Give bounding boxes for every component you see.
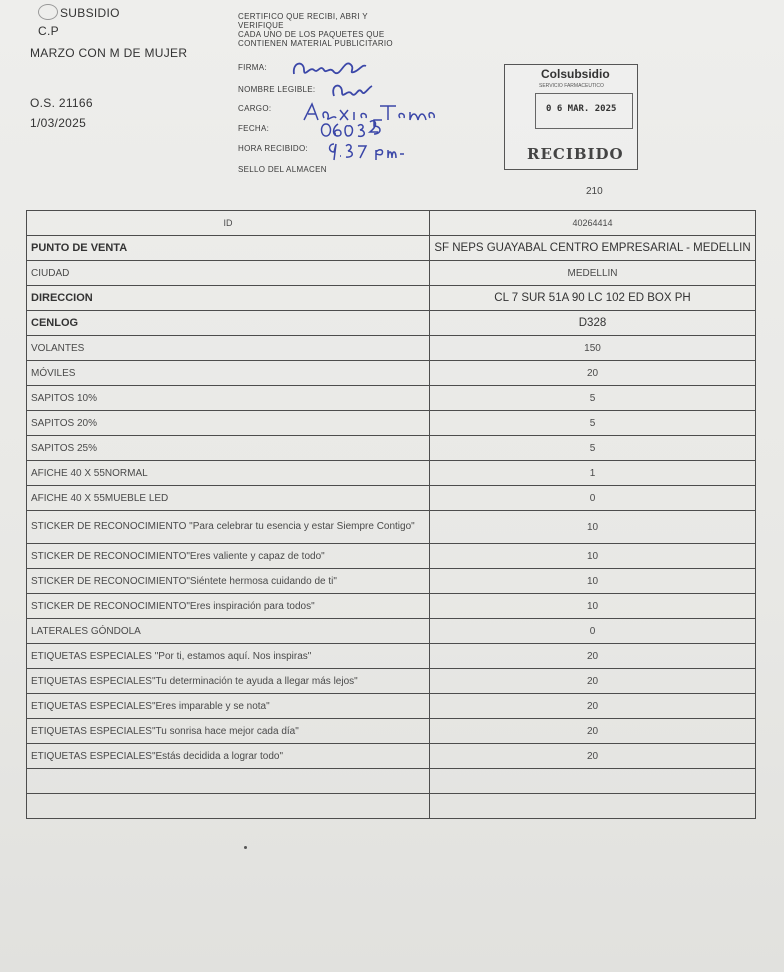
table-row <box>27 544 756 569</box>
row-label: PUNTO DE VENTA <box>27 236 430 261</box>
row-value: 20 <box>430 669 756 694</box>
row-value: 10 <box>430 511 756 544</box>
row-label: ID <box>27 211 430 236</box>
row-value: 1 <box>430 461 756 486</box>
certificate-line: CONTIENEN MATERIAL PUBLICITARIO <box>238 39 393 48</box>
cargo-label: CARGO: <box>238 104 272 113</box>
row-label: ETIQUETAS ESPECIALES"Tu determinación te ayuda a llegar más lejos" <box>27 669 430 694</box>
row-label: ETIQUETAS ESPECIALES"Estás decidida a lograr todo" <box>27 744 430 769</box>
stamp-date-box <box>535 93 633 129</box>
row-value: MEDELLIN <box>430 261 756 286</box>
stamp-subtitle: SERVICIO FARMACEUTICO <box>539 83 604 89</box>
row-label: ETIQUETAS ESPECIALES "Por ti, estamos aquí. Nos inspiras" <box>27 644 430 669</box>
received-stamp <box>504 64 638 170</box>
org-logo-icon <box>38 4 58 20</box>
row-value: 20 <box>430 694 756 719</box>
row-value: 150 <box>430 336 756 361</box>
table-row <box>27 486 756 511</box>
row-label: MÓVILES <box>27 361 430 386</box>
row-label: SAPITOS 10% <box>27 386 430 411</box>
document-date: 1/03/2025 <box>30 116 87 130</box>
table-row <box>27 311 756 336</box>
row-label: AFICHE 40 X 55NORMAL <box>27 461 430 486</box>
table-row <box>27 769 756 794</box>
os-number: O.S. 21166 <box>30 96 93 110</box>
row-value: 10 <box>430 544 756 569</box>
row-value: 5 <box>430 436 756 461</box>
row-value: SF NEPS GUAYABAL CENTRO EMPRESARIAL - MEDELLIN <box>430 236 756 261</box>
row-value: D328 <box>430 311 756 336</box>
row-label: STICKER DE RECONOCIMIENTO"Siéntete hermosa cuidando de ti" <box>27 569 430 594</box>
table-row <box>27 261 756 286</box>
nombre-label: NOMBRE LEGIBLE: <box>238 85 316 94</box>
materials-table <box>26 210 756 819</box>
table-row <box>27 236 756 261</box>
stray-mark <box>244 846 247 849</box>
row-label <box>27 794 430 819</box>
row-label: STICKER DE RECONOCIMIENTO "Para celebrar tu esencia y estar Siempre Contigo" <box>27 511 430 544</box>
row-value: 20 <box>430 644 756 669</box>
certificate-line: CERTIFICO QUE RECIBI, ABRI Y <box>238 12 368 21</box>
table-row <box>27 511 756 544</box>
row-value: 20 <box>430 744 756 769</box>
row-label: STICKER DE RECONOCIMIENTO"Eres inspiración para todos" <box>27 594 430 619</box>
table-row <box>27 719 756 744</box>
table-row <box>27 694 756 719</box>
row-label: SAPITOS 20% <box>27 411 430 436</box>
sello-label: SELLO DEL ALMACEN <box>238 165 327 174</box>
fecha-label: FECHA: <box>238 124 270 133</box>
row-value: CL 7 SUR 51A 90 LC 102 ED BOX PH <box>430 286 756 311</box>
table-row <box>27 594 756 619</box>
row-value: 5 <box>430 411 756 436</box>
row-value: 40264414 <box>430 211 756 236</box>
hora-label: HORA RECIBIDO: <box>238 144 308 153</box>
row-value: 10 <box>430 569 756 594</box>
table-row <box>27 211 756 236</box>
row-label <box>27 769 430 794</box>
table-row <box>27 794 756 819</box>
row-value: 20 <box>430 361 756 386</box>
row-label: CIUDAD <box>27 261 430 286</box>
table-row <box>27 744 756 769</box>
page-code: 210 <box>586 186 603 197</box>
table-row <box>27 619 756 644</box>
org-subtitle: C.P <box>38 24 59 38</box>
campaign-name: MARZO CON M DE MUJER <box>30 46 188 60</box>
table-row <box>27 411 756 436</box>
table-row <box>27 669 756 694</box>
table-row <box>27 286 756 311</box>
certificate-line: VERIFIQUE <box>238 21 284 30</box>
row-label: LATERALES GÓNDOLA <box>27 619 430 644</box>
stamp-date: 0 6 MAR. 2025 <box>546 104 617 114</box>
table-row <box>27 436 756 461</box>
row-value: 10 <box>430 594 756 619</box>
table-row <box>27 461 756 486</box>
row-value: 0 <box>430 619 756 644</box>
table-row <box>27 644 756 669</box>
row-label: CENLOG <box>27 311 430 336</box>
row-label: SAPITOS 25% <box>27 436 430 461</box>
row-value: 20 <box>430 719 756 744</box>
certificate-line: CADA UNO DE LOS PAQUETES QUE <box>238 30 385 39</box>
table-row <box>27 386 756 411</box>
table-row <box>27 336 756 361</box>
row-label: DIRECCION <box>27 286 430 311</box>
firma-label: FIRMA: <box>238 63 267 72</box>
row-value: 0 <box>430 486 756 511</box>
org-name: SUBSIDIO <box>60 6 120 20</box>
hora-scribble <box>326 140 406 167</box>
row-label: ETIQUETAS ESPECIALES"Tu sonrisa hace mejor cada día" <box>27 719 430 744</box>
row-value: 5 <box>430 386 756 411</box>
table-row <box>27 361 756 386</box>
stamp-received: RECIBIDO <box>527 145 624 163</box>
row-label: VOLANTES <box>27 336 430 361</box>
row-value <box>430 769 756 794</box>
row-label: ETIQUETAS ESPECIALES"Eres imparable y se nota" <box>27 694 430 719</box>
row-label: STICKER DE RECONOCIMIENTO"Eres valiente y capaz de todo" <box>27 544 430 569</box>
row-value <box>430 794 756 819</box>
table-row <box>27 569 756 594</box>
stamp-brand: Colsubsidio <box>541 67 610 81</box>
row-label: AFICHE 40 X 55MUEBLE LED <box>27 486 430 511</box>
